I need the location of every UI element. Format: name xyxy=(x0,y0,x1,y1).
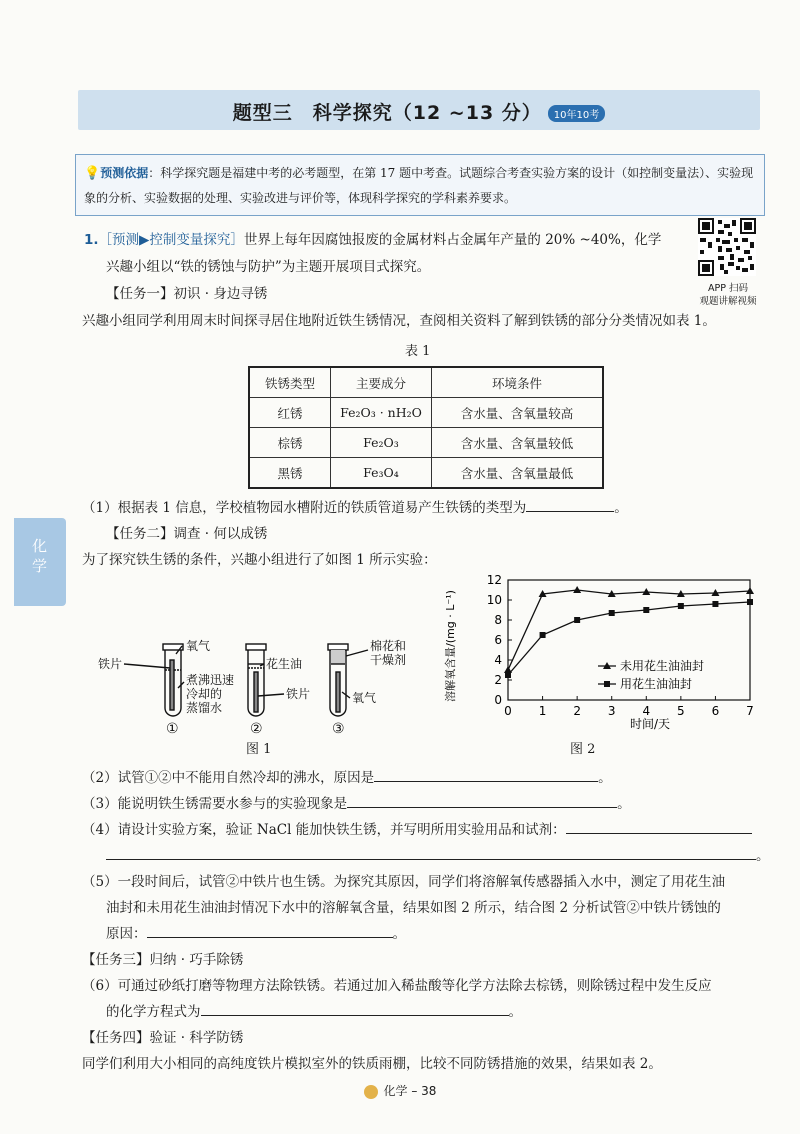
y-axis-label: 溶解氧含量/(mg · L⁻¹) xyxy=(444,590,457,702)
tube-number-1: ① xyxy=(166,721,179,737)
table-cell: 黑锈 xyxy=(249,458,331,489)
basis-label: 预测依据 xyxy=(100,166,149,180)
figure2-caption: 图 2 xyxy=(570,742,596,757)
table-cell: 含水量、含氧量较高 xyxy=(432,398,604,428)
sub-question-4-cont: 。 xyxy=(106,844,770,864)
table-cell: 含水量、含氧量较低 xyxy=(432,428,604,458)
x-axis-label: 时间/天 xyxy=(629,717,671,731)
label-boiled-water-2: 冷却的 xyxy=(186,687,223,701)
x-tick-label: 0 xyxy=(504,704,512,718)
square-point xyxy=(747,599,753,605)
legend-square-marker xyxy=(604,681,610,687)
x-tick-label: 2 xyxy=(573,704,581,718)
table-cell: 含水量、含氧量最低 xyxy=(432,458,604,489)
sub-question-5-line2: 油封和未用花生油油封情况下水中的溶解氧含量，结果如图 2 所示，结合图 2 分析试管②中铁片锈蚀的 xyxy=(106,900,721,916)
section-title: 题型三 科学探究（12 ~13 分） xyxy=(232,102,542,124)
y-tick-label: 12 xyxy=(486,573,502,587)
section-banner xyxy=(78,90,760,130)
table-row xyxy=(249,428,603,458)
x-tick-label: 4 xyxy=(642,704,651,718)
table-cell: Fe₂O₃ xyxy=(331,428,432,458)
task1-heading: 【任务一】初识 · 身边寻锈 xyxy=(106,286,268,302)
y-tick-label: 2 xyxy=(494,673,502,687)
qr-code-icon[interactable] xyxy=(698,218,756,276)
table-cell: Fe₂O₃ · nH₂O xyxy=(331,398,432,428)
answer-blank-6[interactable] xyxy=(201,1001,509,1016)
y-tick-label: 8 xyxy=(494,613,502,627)
answer-blank-3[interactable] xyxy=(347,793,617,808)
square-point xyxy=(643,607,649,613)
figure1-caption: 图 1 xyxy=(246,742,272,757)
basis-line2: 象的分析、实验数据的处理、实验改进与评价等，体现科学探究的学科素养要求。 xyxy=(84,191,517,205)
exam-frequency-badge: 10年10考 xyxy=(548,105,605,122)
q1-intro-line1: 1.［预测▶控制变量探究］世界上每年因腐蚀报废的金属材料占金属年产量的 20% ~40%，化学 xyxy=(84,232,662,248)
label-boiled-water-1: 煮沸迅速 xyxy=(186,673,235,687)
x-tick-label: 6 xyxy=(711,704,720,718)
task2-heading: 【任务二】调查 · 何以成锈 xyxy=(106,526,268,542)
q1-tag: ［预测▶控制变量探究］ xyxy=(98,232,244,248)
table-cell: Fe₃O₄ xyxy=(331,458,432,489)
table1 xyxy=(248,366,604,489)
table-row xyxy=(249,398,603,428)
subject-side-tab: 化学 xyxy=(14,518,66,606)
sub-question-4: （4）请设计实验方案，验证 NaCl 能加快铁生锈，并写明所用实验用品和试剂： xyxy=(82,818,752,838)
table-header: 铁锈类型 xyxy=(249,367,331,398)
table-row xyxy=(249,458,603,489)
sub-question-1: （1）根据表 1 信息，学校植物园水槽附近的铁质管道易产生铁锈的类型为 。 xyxy=(82,496,628,516)
basis-line1: ：科学探究题是福建中考的必考题型，在第 17 题中考查。试题综合考查实验方案的设计（如控制变量法）、实验现 xyxy=(148,166,754,180)
figure2-chart xyxy=(432,570,762,750)
label-iron-2: 铁片 xyxy=(286,687,311,701)
task4-heading: 【任务四】验证 · 科学防锈 xyxy=(82,1030,244,1046)
triangle-point xyxy=(642,588,650,595)
y-tick-label: 10 xyxy=(486,593,502,607)
x-tick-label: 5 xyxy=(677,704,685,718)
table-header-row xyxy=(249,367,603,398)
square-point xyxy=(505,672,511,678)
x-tick-label: 1 xyxy=(538,704,547,718)
q1-intro-line2: 兴趣小组以“铁的锈蚀与防护”为主题开展项目式探究。 xyxy=(106,259,431,275)
sub-question-6-line2: 的化学方程式为 。 xyxy=(106,1000,522,1020)
table-cell: 红锈 xyxy=(249,398,331,428)
page-footer xyxy=(0,1082,800,1099)
x-tick-label: 7 xyxy=(746,704,754,718)
prediction-basis-box xyxy=(75,154,765,216)
square-point xyxy=(574,617,580,623)
y-tick-label: 4 xyxy=(494,653,502,667)
legend-label: 未用花生油油封 xyxy=(620,659,705,673)
task4-text: 同学们利用大小相同的高纯度铁片模拟室外的铁质雨棚，比较不同防锈措施的效果，结果如表 2。 xyxy=(82,1056,662,1072)
table-header: 环境条件 xyxy=(432,367,604,398)
label-boiled-water-3: 蒸馏水 xyxy=(186,701,223,715)
label-iron-1: 铁片 xyxy=(98,657,123,671)
label-cotton-2: 干燥剂 xyxy=(370,653,407,667)
triangle-point xyxy=(573,586,581,593)
label-oxygen-1: 氧气 xyxy=(186,639,211,653)
answer-blank-1[interactable] xyxy=(526,497,614,512)
label-oxygen-2: 氧气 xyxy=(352,691,377,705)
sub-question-2: （2）试管①②中不能用自然冷却的沸水，原因是 。 xyxy=(82,766,612,786)
tube-number-2: ② xyxy=(250,721,263,737)
answer-blank-2[interactable] xyxy=(374,767,598,782)
answer-blank-4a[interactable] xyxy=(566,819,752,834)
label-peanut-oil: 花生油 xyxy=(266,657,303,671)
table1-title: 表 1 xyxy=(405,344,431,359)
square-point xyxy=(712,601,718,607)
square-point xyxy=(609,610,615,616)
square-point xyxy=(678,603,684,609)
table-cell: 棕锈 xyxy=(249,428,331,458)
label-cotton-1: 棉花和 xyxy=(370,639,407,653)
tube-number-3: ③ xyxy=(332,721,345,737)
lightbulb-icon: 💡 xyxy=(84,166,101,181)
table-header: 主要成分 xyxy=(331,367,432,398)
task2-text: 为了探究铁生锈的条件，兴趣小组进行了如图 1 所示实验： xyxy=(82,552,437,568)
sub-question-5-line1: （5）一段时间后，试管②中铁片也生锈。为探究其原因，同学们将溶解氧传感器插入水中，测定了用花生油 xyxy=(82,874,726,890)
y-tick-label: 6 xyxy=(494,633,502,647)
sub-question-5-line3: 原因： 。 xyxy=(106,922,406,942)
sub-question-3: （3）能说明铁生锈需要水参与的实验现象是 。 xyxy=(82,792,631,812)
legend-label: 用花生油油封 xyxy=(620,677,693,691)
sub-question-6-line1: （6）可通过砂纸打磨等物理方法除铁锈。若通过加入稀盐酸等化学方法除去棕锈，则除锈过程中发生反应 xyxy=(82,978,712,994)
square-point xyxy=(540,632,546,638)
answer-blank-5[interactable] xyxy=(147,923,393,938)
qr-caption: APP 扫码 观题讲解视频 xyxy=(699,283,757,307)
page-number: 化学 – 38 xyxy=(383,1084,437,1098)
figure1-test-tubes xyxy=(90,630,420,755)
x-tick-label: 3 xyxy=(607,704,616,718)
task3-heading: 【任务三】归纳 · 巧手除锈 xyxy=(82,952,244,968)
answer-blank-4b[interactable] xyxy=(106,845,756,860)
triangle-point xyxy=(746,587,754,594)
publisher-logo-icon xyxy=(364,1085,378,1099)
task1-text: 兴趣小组同学利用周末时间探寻居住地附近铁生锈情况，查阅相关资料了解到铁锈的部分分类情况如表 1。 xyxy=(82,313,716,329)
y-tick-label: 0 xyxy=(494,693,502,707)
